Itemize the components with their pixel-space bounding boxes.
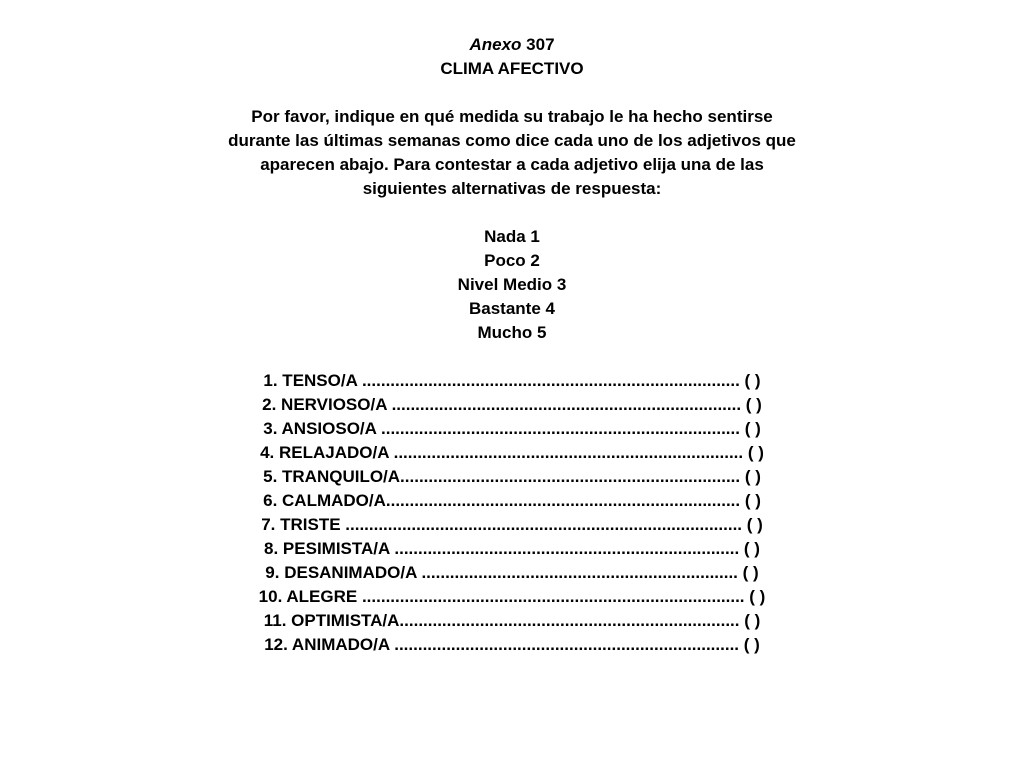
page-title: CLIMA AFECTIVO — [440, 59, 584, 78]
adjective-item: 12. ANIMADO/A ......................................................................... ( ) — [264, 635, 760, 654]
slide-content — [0, 33, 1024, 657]
spacer — [0, 81, 1024, 105]
scale-option: Nivel Medio 3 — [457, 275, 567, 294]
adjective-item: 6. CALMADO/A........................................................................... ( ) — [263, 491, 761, 510]
instruction-line: siguientes alternativas de respuesta: — [362, 179, 662, 198]
adjective-item: 1. TENSO/A ................................................................................ ( ) — [263, 371, 761, 390]
adjective-item: 4. RELAJADO/A .......................................................................... ( ) — [260, 443, 764, 462]
adjective-item: 8. PESIMISTA/A ......................................................................... ( ) — [264, 539, 760, 558]
scale-option: Bastante 4 — [469, 299, 555, 318]
adjective-item: 11. OPTIMISTA/A........................................................................ ( ) — [263, 611, 761, 630]
scale-option: Mucho 5 — [477, 323, 547, 342]
response-scale — [0, 225, 1024, 345]
instruction-line: aparecen abajo. Para contestar a cada adjetivo elija una de las — [260, 155, 764, 174]
adjective-item: 9. DESANIMADO/A ................................................................... ( ) — [265, 563, 759, 582]
adjective-item: 5. TRANQUILO/A........................................................................ ( ) — [263, 467, 761, 486]
adjective-item: 10. ALEGRE ................................................................................. ( ) — [258, 587, 766, 606]
spacer — [0, 201, 1024, 225]
scale-option: Nada 1 — [484, 227, 540, 246]
annex-number: 307 — [526, 35, 555, 54]
spacer — [0, 345, 1024, 369]
instruction-line: Por favor, indique en qué medida su trabajo le ha hecho sentirse — [251, 107, 773, 126]
adjective-list — [0, 369, 1024, 657]
annex-heading — [0, 33, 1024, 57]
adjective-item: 2. NERVIOSO/A .......................................................................... ( ) — [262, 395, 762, 414]
scale-option: Poco 2 — [484, 251, 540, 270]
instructions — [0, 105, 1024, 201]
adjective-item: 7. TRISTE .................................................................................... ( ) — [261, 515, 763, 534]
instruction-line: durante las últimas semanas como dice cada uno de los adjetivos que — [228, 131, 796, 150]
annex-word: Anexo — [469, 35, 522, 54]
adjective-item: 3. ANSIOSO/A ............................................................................ ( ) — [263, 419, 761, 438]
